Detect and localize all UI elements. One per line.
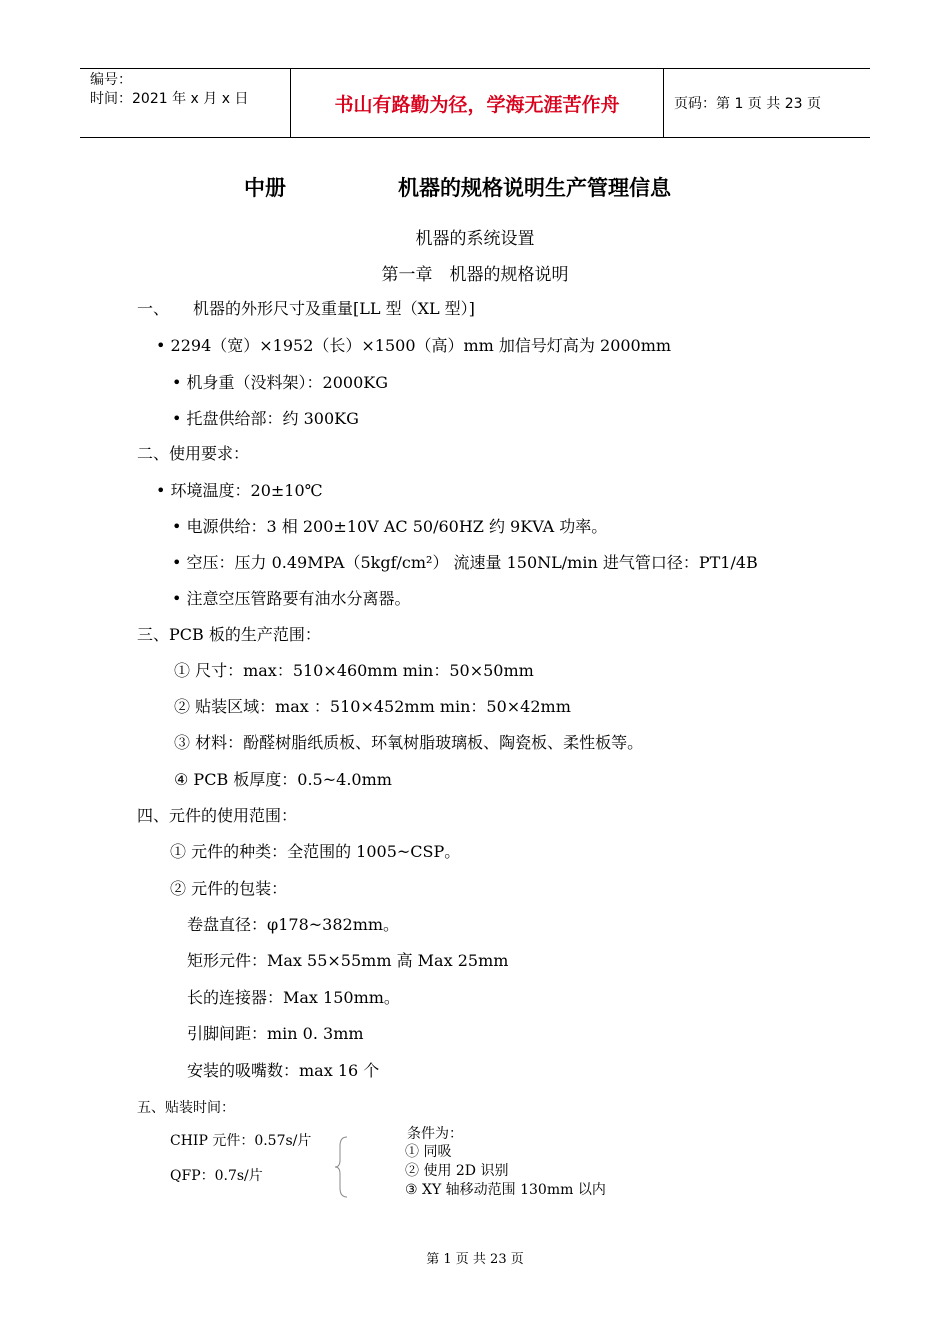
section4-heading: 四、元件的使用范围：: [137, 806, 298, 825]
document-title: 机器的规格说明生产管理信息: [398, 176, 671, 200]
section1-item: • 托盘供给部：约 300KG: [172, 409, 359, 428]
section4-item: ② 元件的包装：: [170, 879, 288, 898]
section4-item: ① 元件的种类：全范围的 1005~CSP。: [170, 842, 461, 861]
subtitle: 机器的系统设置: [415, 229, 535, 249]
section2-heading: 二、使用要求：: [137, 444, 250, 463]
condition-item: ② 使用 2D 识别: [405, 1163, 509, 1179]
section4-detail: 引脚间距：min 0. 3mm: [187, 1024, 364, 1043]
condition-item: ① 同吸: [405, 1144, 452, 1160]
header-meta: [80, 69, 291, 137]
section2-item: • 电源供给：3 相 200±10V AC 50/60HZ 约 9KVA 功率。: [172, 517, 608, 536]
section3-item: ② 贴装区域：max ：510×452mm min：50×42mm: [174, 697, 571, 716]
conditions-label: 条件为：: [407, 1126, 463, 1142]
section1-item: • 2294（宽）×1952（长）×1500（高）mm 加信号灯高为 2000mm: [156, 336, 672, 355]
section4-detail: 卷盘直径：φ178~382mm。: [187, 915, 400, 934]
section3-heading: 三、PCB 板的生产范围：: [137, 625, 321, 644]
number-label: 编号：: [90, 72, 132, 88]
chapter-heading: 第一章 机器的规格说明: [381, 265, 569, 285]
section2-item: • 注意空压管路要有油水分离器。: [172, 589, 411, 608]
brace-icon: [333, 1136, 353, 1198]
section4-detail: 长的连接器：Max 150mm。: [187, 988, 400, 1007]
section1-item: • 机身重（没料架）：2000KG: [172, 373, 388, 392]
section3-item: ③ 材料：酚醛树脂纸质板、环氧树脂玻璃板、陶瓷板、柔性板等。: [174, 733, 644, 752]
condition-item: ③ XY 轴移动范围 130mm 以内: [405, 1182, 606, 1198]
section3-item: ① 尺寸：max：510×460mm min：50×50mm: [174, 661, 534, 680]
page-footer: 第 1 页 共 23 页: [426, 1252, 524, 1267]
section2-item: • 空压：压力 0.49MPA（5kgf/cm²） 流速量 150NL/min 进气管口径：PT1/4B: [172, 553, 758, 572]
header-page-info: 页码：第 1 页 共 23 页: [674, 96, 821, 112]
header-motto: 书山有路勤为径，学海无涯苦作舟: [291, 69, 664, 137]
volume-label: 中册: [244, 176, 286, 200]
section3-item: ④ PCB 板厚度：0.5~4.0mm: [174, 770, 392, 789]
section4-detail: 安装的吸嘴数：max 16 个: [187, 1061, 380, 1080]
section4-detail: 矩形元件：Max 55×55mm 高 Max 25mm: [187, 951, 509, 970]
section5-heading: 五、贴装时间：: [137, 1100, 235, 1116]
placement-time: QFP：0.7s/片: [170, 1168, 263, 1184]
time-label: 时间：2021 年 x 月 x 日: [90, 91, 249, 107]
placement-time: CHIP 元件：0.57s/片: [170, 1133, 312, 1149]
section2-item: • 环境温度：20±10℃: [156, 481, 323, 500]
document-header: [80, 68, 870, 138]
section1-heading: 一、 机器的外形尺寸及重量[LL 型（XL 型）]: [137, 299, 475, 318]
